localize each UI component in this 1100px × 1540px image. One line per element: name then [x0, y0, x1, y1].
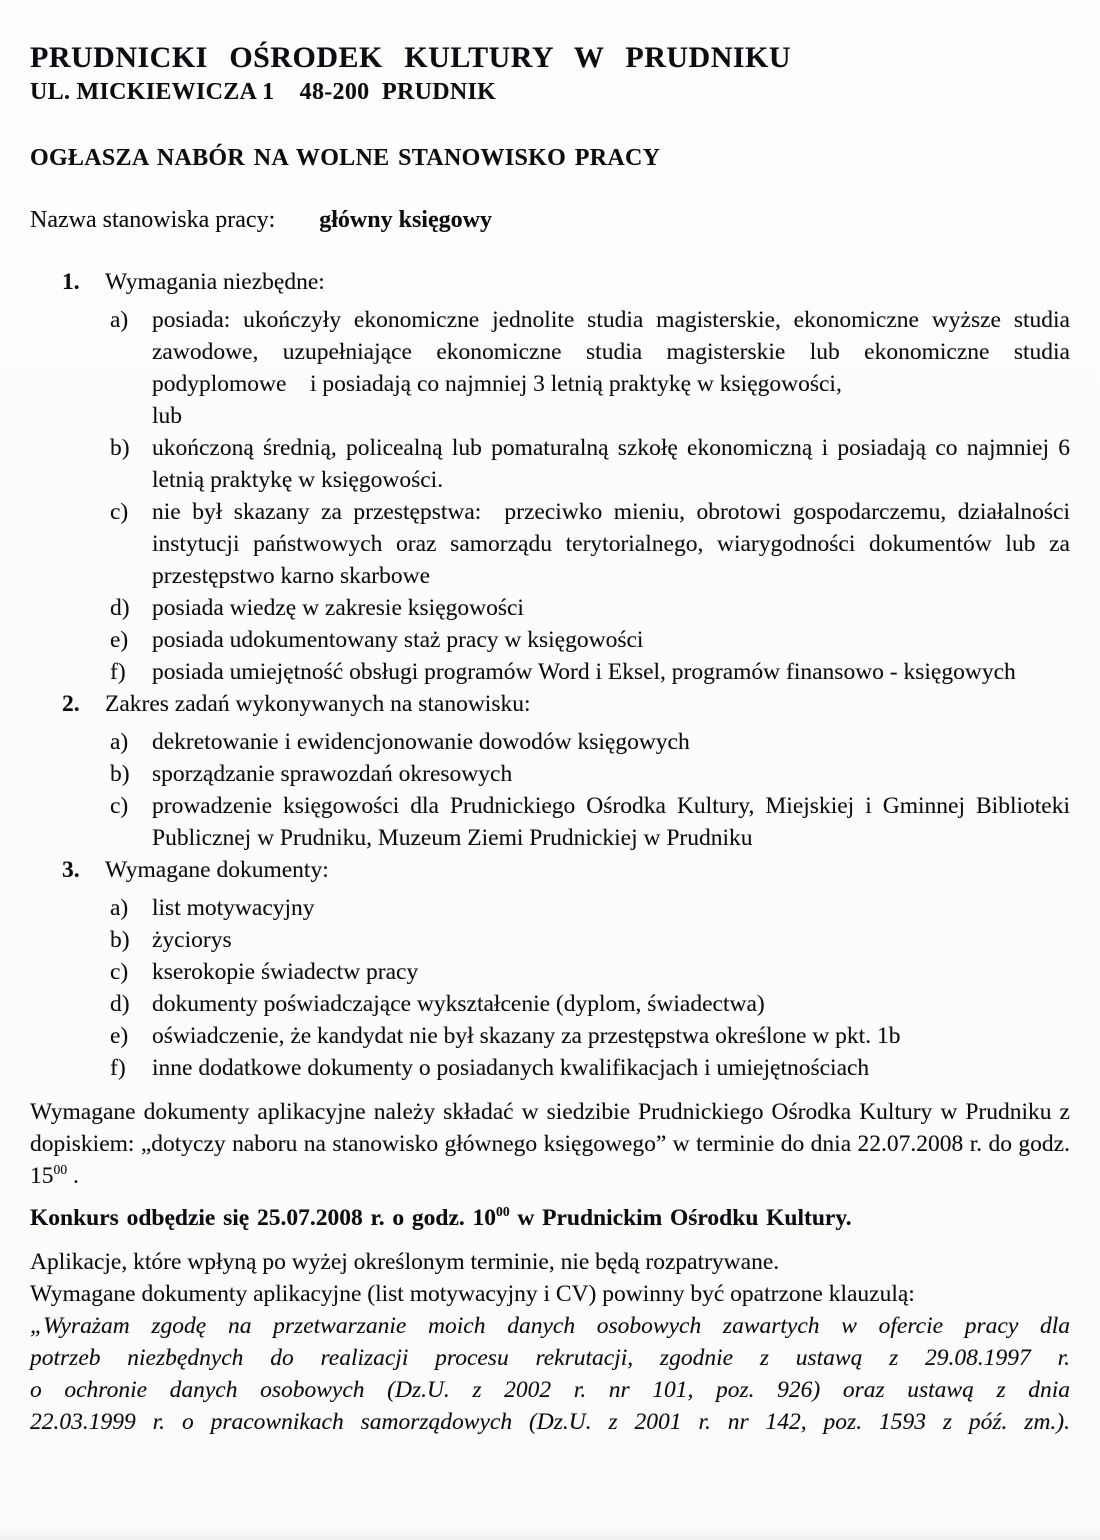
list-item	[110, 432, 1070, 496]
list-item	[110, 790, 1070, 854]
item-text: posiada udokumentowany staż pracy w księgowości	[152, 627, 644, 653]
item-letter: f)	[110, 1055, 126, 1081]
section-heading	[62, 688, 1070, 720]
item-letter: d)	[110, 991, 130, 1017]
list-item	[110, 1052, 1070, 1084]
list-item	[110, 656, 1070, 688]
contest-date-paragraph	[30, 1202, 1070, 1234]
section-title: Wymagania niezbędne:	[105, 269, 325, 295]
list-item	[110, 726, 1070, 758]
section-title: Zakres zadań wykonywanych na stanowisku:	[105, 691, 531, 717]
scan-bottom-edge	[0, 1526, 1100, 1540]
organization-name: PRUDNICKI OŚRODEK KULTURY W PRUDNIKU	[30, 41, 792, 74]
item-letter: a)	[110, 307, 129, 333]
item-text: ukończoną średnią, policealną lub pomaturalną szkołę ekonomiczną i posiadają co najmniej 6 letnią praktykę w księgowości.	[152, 435, 1070, 493]
item-letter: f)	[110, 659, 126, 685]
item-letter: b)	[110, 435, 130, 461]
consent-clause-line: potrzeb niezbędnych do realizacji procesu rekrutacji, zgodnie z ustawą z 29.08.1997 r.	[30, 1345, 1070, 1371]
item-text: kserokopie świadectw pracy	[152, 959, 419, 985]
item-text: życiorys	[152, 927, 232, 953]
contest-time-superscript: 00	[496, 1204, 510, 1220]
item-letter: c)	[110, 793, 129, 819]
consent-clause-line: 22.03.1999 r. o pracownikach samorządowych (Dz.U. z 2001 r. nr 142, poz. 1593 z póź. zm.).	[30, 1409, 1070, 1435]
position-label: Nazwa stanowiska pracy:	[30, 207, 276, 233]
contest-text: Konkurs odbędzie się 25.07.2008 r. o godz. 10	[30, 1205, 497, 1231]
item-text: dekretowanie i ewidencjonowanie dowodów księgowych	[152, 729, 690, 755]
list-item	[110, 304, 1070, 432]
clause-intro-paragraph: Wymagane dokumenty aplikacyjne (list motywacyjny i CV) powinny być opatrzone klauzulą:	[30, 1281, 915, 1307]
item-text: posiada umiejętność obsługi programów Word i Eksel, programów finansowo - księgowych	[152, 659, 1016, 685]
item-text-body: posiada: ukończyły ekonomiczne jednolite studia magisterskie, ekonomiczne wyższe studia zawodowe, uzupełniające ekonomiczne studia magisterskie lub ekonomiczne studia podyplomowe i posiadają co najmniej 3 letnią praktykę w księgowości,	[152, 307, 1070, 397]
closing-paragraphs	[30, 1096, 1070, 1438]
submission-paragraph	[30, 1096, 1070, 1192]
item-text	[152, 304, 1070, 432]
submission-text-end: .	[67, 1163, 79, 1189]
section-items	[110, 304, 1070, 688]
list-item	[110, 624, 1070, 656]
list-item	[110, 892, 1070, 924]
item-letter: a)	[110, 729, 129, 755]
position-row	[30, 204, 1070, 236]
item-letter: d)	[110, 595, 130, 621]
section-items	[110, 892, 1070, 1084]
sections-list	[62, 266, 1070, 1084]
item-letter: b)	[110, 761, 130, 787]
item-letter: c)	[110, 959, 129, 985]
item-text: nie był skazany za przestępstwa: przeciwko mieniu, obrotowi gospodarczemu, działalności instytucji państwowych oraz samorządu terytorialnego, wiarygodności dokumentów lub za przestępstwo karno skarbowe	[152, 499, 1070, 589]
item-text: dokumenty poświadczające wykształcenie (dyplom, świadectwa)	[152, 991, 765, 1017]
section-items	[110, 726, 1070, 854]
list-item	[110, 496, 1070, 592]
consent-clause-line: „Wyrażam zgodę na przetwarzanie moich danych osobowych zawartych w ofercie pracy dla	[30, 1313, 1070, 1339]
item-letter: e)	[110, 627, 129, 653]
list-item	[110, 988, 1070, 1020]
organization-address: UL. MICKIEWICZA 1 48-200 PRUDNIK	[30, 79, 497, 105]
section-title: Wymagane dokumenty:	[105, 857, 329, 883]
list-item	[110, 924, 1070, 956]
item-text: sporządzanie sprawozdań okresowych	[152, 761, 513, 787]
item-letter: e)	[110, 1023, 129, 1049]
item-text: prowadzenie księgowości dla Prudnickiego Ośrodka Kultury, Miejskiej i Gminnej Biblioteki Publicznej w Prudniku, Muzeum Ziemi Prudnickiej w Prudniku	[152, 793, 1070, 851]
section-documents	[62, 854, 1070, 1084]
item-text: posiada wiedzę w zakresie księgowości	[152, 595, 524, 621]
item-letter: b)	[110, 927, 130, 953]
section-number: 1.	[62, 269, 80, 295]
section-number: 2.	[62, 691, 80, 717]
position-value: główny księgowy	[319, 207, 492, 233]
section-heading	[62, 854, 1070, 886]
contest-text-end: w Prudnickim Ośrodku Kultury.	[509, 1205, 852, 1231]
section-duties	[62, 688, 1070, 854]
item-letter: a)	[110, 895, 129, 921]
list-item	[110, 758, 1070, 790]
item-text: oświadczenie, że kandydat nie był skazany za przestępstwa określone w pkt. 1b	[152, 1023, 901, 1049]
late-applications-paragraph: Aplikacje, które wpłyną po wyżej określonym terminie, nie będą rozpatrywane.	[30, 1249, 780, 1275]
submission-text: Wymagane dokumenty aplikacyjne należy składać w siedzibie Prudnickiego Ośrodka Kultury w Prudniku z dopiskiem: „dotyczy naboru na stanowisko głównego księgowego” w terminie do dnia 22.07.2008 r. do godz. 15	[30, 1099, 1070, 1189]
item-text: inne dodatkowe dokumenty o posiadanych kwalifikacjach i umiejętnościach	[152, 1055, 870, 1081]
announcement-title: OGŁASZA NABÓR NA WOLNE STANOWISKO PRACY	[30, 145, 661, 171]
section-heading	[62, 266, 1070, 298]
section-number: 3.	[62, 857, 80, 883]
section-requirements	[62, 266, 1070, 688]
list-item	[110, 592, 1070, 624]
list-item	[110, 956, 1070, 988]
item-extra-line: lub	[152, 403, 183, 429]
item-letter: c)	[110, 499, 129, 525]
consent-clause-line: o ochronie danych osobowych (Dz.U. z 2002 r. nr 101, poz. 926) oraz ustawą z dnia	[30, 1377, 1070, 1403]
submission-time-superscript: 00	[53, 1162, 68, 1178]
item-text: list motywacyjny	[152, 895, 315, 921]
list-item	[110, 1020, 1070, 1052]
consent-clause	[30, 1310, 1070, 1438]
